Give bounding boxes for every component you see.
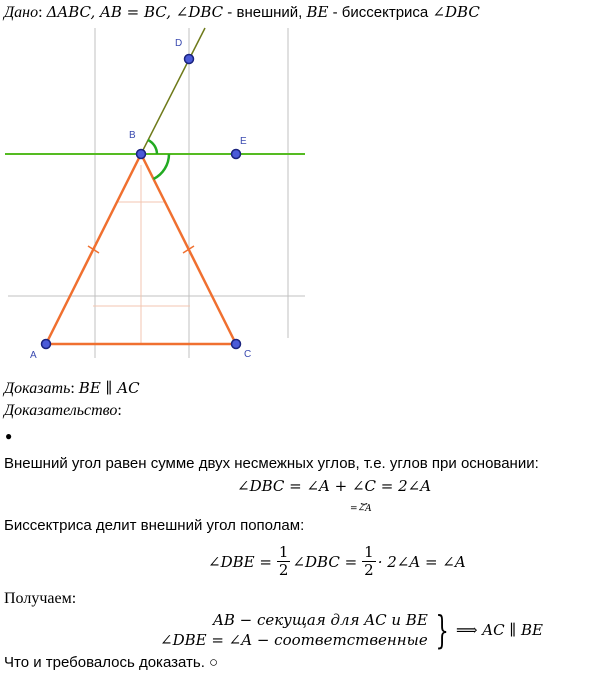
label-d: D bbox=[175, 38, 183, 49]
prove-line: Доказать: BE ∥ AC bbox=[4, 379, 140, 397]
eq1-left: ∠DBC = ∠A + bbox=[237, 477, 352, 495]
ray-bd bbox=[141, 28, 205, 154]
equation-2 bbox=[208, 544, 466, 579]
proof-end: Что и требовалось доказать. ○ bbox=[4, 654, 219, 671]
eq2-c: · 2∠A = ∠A bbox=[377, 552, 466, 571]
proof-label: Доказательство bbox=[4, 402, 118, 419]
eq1-angle-c: ∠C bbox=[351, 477, 377, 495]
point-d bbox=[185, 55, 194, 64]
fraction-half-2 bbox=[362, 544, 376, 579]
point-e bbox=[232, 150, 241, 159]
proof-bullet: ● bbox=[5, 429, 13, 443]
proof-label-line: Доказательство: bbox=[4, 402, 122, 419]
system-line-2: ∠DBE = ∠A − соответственные bbox=[160, 631, 428, 649]
eq1-underbrace-group bbox=[349, 477, 377, 514]
proof-line-1: Внешний угол равен сумме двух несмежных углов, т.е. углов при основании: bbox=[4, 455, 539, 472]
frac-num: 1 bbox=[278, 543, 289, 561]
given-angle: ∠DBC bbox=[432, 3, 480, 21]
proof-line-3: Получаем: bbox=[4, 590, 77, 607]
label-e: E bbox=[240, 136, 247, 147]
given-triangle: ΔABC, AB = BC, ∠DBC bbox=[46, 3, 224, 21]
point-c bbox=[232, 340, 241, 349]
label-b: B bbox=[129, 130, 136, 141]
grid-lines bbox=[8, 28, 305, 358]
system-result: ⟹ AC ∥ BE bbox=[455, 621, 543, 639]
angle-arc-ebc bbox=[154, 154, 170, 179]
construction-lines bbox=[93, 165, 190, 344]
fraction-half-1 bbox=[277, 544, 291, 579]
eq1-under-note: =∠A bbox=[349, 504, 372, 514]
given-label: Дано bbox=[4, 4, 39, 21]
angle-arc-dbe bbox=[148, 140, 157, 154]
frac-num: 1 bbox=[364, 543, 374, 561]
frac-den: 2 bbox=[364, 561, 374, 579]
eq1-right: = 2∠A bbox=[376, 477, 432, 495]
given-external: - внешний, bbox=[223, 4, 307, 21]
label-a: A bbox=[30, 350, 37, 361]
system-line-1: AB − секущая для AC и BE bbox=[212, 611, 428, 629]
prove-statement: BE ∥ AC bbox=[78, 379, 140, 397]
frac-den: 2 bbox=[278, 561, 289, 579]
system-lines bbox=[160, 610, 428, 650]
prove-label: Доказать bbox=[4, 380, 71, 397]
given-line: Дано: ΔABC, AB = BC, ∠DBC - внешний, BE - биссектриса ∠DBC bbox=[4, 3, 480, 21]
brace-icon: } bbox=[435, 608, 449, 652]
conclusion-system bbox=[160, 610, 543, 650]
label-c: C bbox=[244, 349, 252, 360]
point-a bbox=[42, 340, 51, 349]
underbrace-icon: ⏟ bbox=[360, 493, 368, 505]
point-b bbox=[137, 150, 146, 159]
equation-1 bbox=[237, 477, 432, 514]
given-be: BE bbox=[306, 3, 329, 21]
eq2-a: ∠DBE = bbox=[208, 552, 272, 571]
proof-line-2: Биссектриса делит внешний угол пополам: bbox=[4, 517, 305, 534]
eq2-b: ∠DBC = bbox=[292, 552, 358, 571]
given-bisector: - биссектриса bbox=[328, 4, 433, 21]
